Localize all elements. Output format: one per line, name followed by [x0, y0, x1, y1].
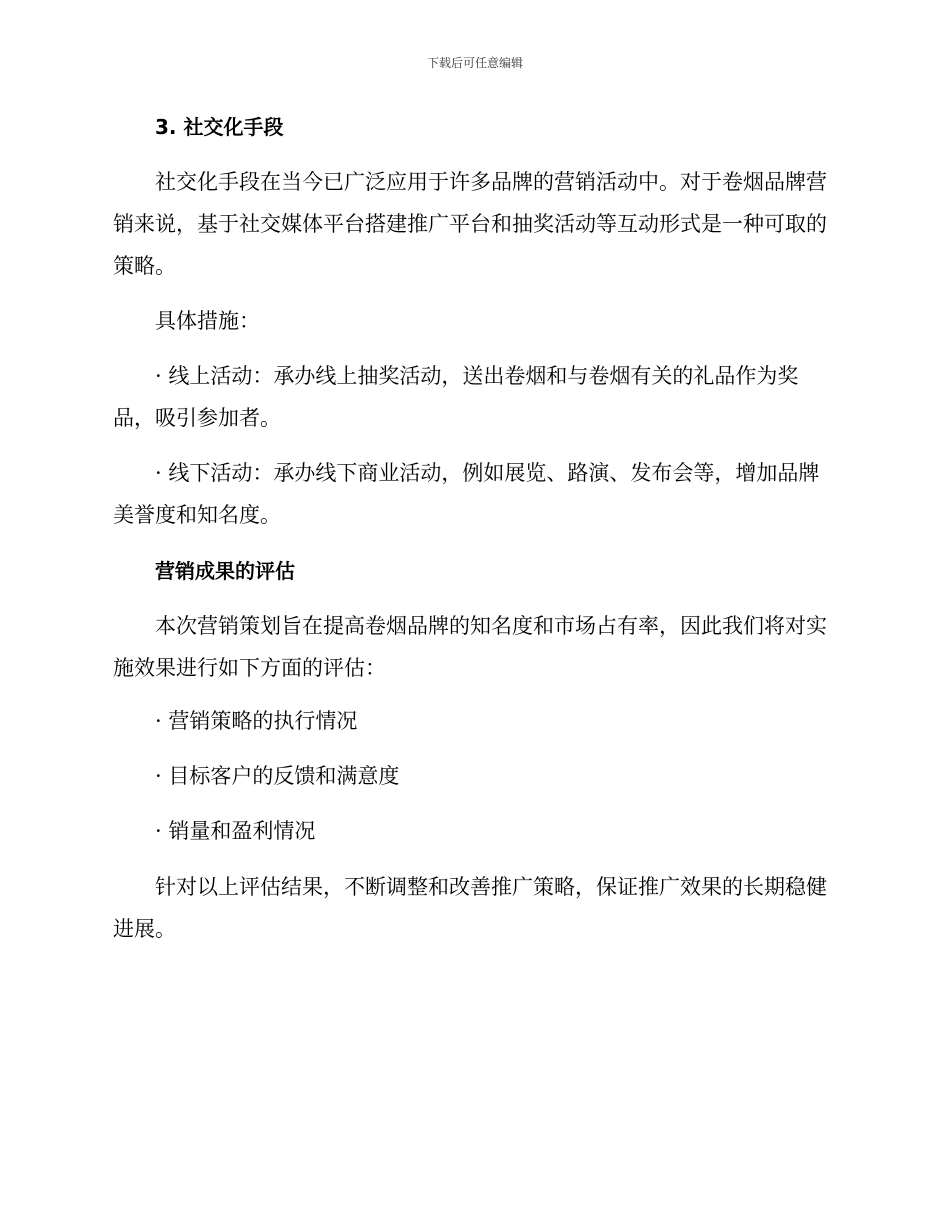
section-heading: 3. 社交化手段	[155, 115, 284, 139]
list-item: · 销量和盈利情况	[155, 819, 316, 843]
list-item: · 线上活动：承办线上抽奖活动，送出卷烟和与卷烟有关的礼品作为奖品，吸引参加者。	[113, 364, 799, 430]
list-item: · 目标客户的反馈和满意度	[155, 764, 400, 788]
paragraph: 具体措施：	[155, 309, 260, 333]
page-header: 下载后可任意编辑	[426, 56, 523, 70]
list-item: · 线下活动：承办线下商业活动，例如展览、路演、发布会等，增加品牌美誉度和知名度。	[113, 461, 820, 527]
list-item: · 营销策略的执行情况	[155, 709, 358, 733]
paragraph: 针对以上评估结果，不断调整和改善推广策略，保证推广效果的长期稳健进展。	[113, 875, 827, 941]
section-heading: 营销成果的评估	[155, 559, 295, 583]
paragraph: 社交化手段在当今已广泛应用于许多品牌的营销活动中。对于卷烟品牌营销来说，基于社交媒体平台搭建推广平台和抽奖活动等互动形式是一种可取的策略。	[113, 170, 827, 278]
paragraph: 本次营销策划旨在提高卷烟品牌的知名度和市场占有率，因此我们将对实施效果进行如下方面的评估：	[113, 614, 827, 680]
